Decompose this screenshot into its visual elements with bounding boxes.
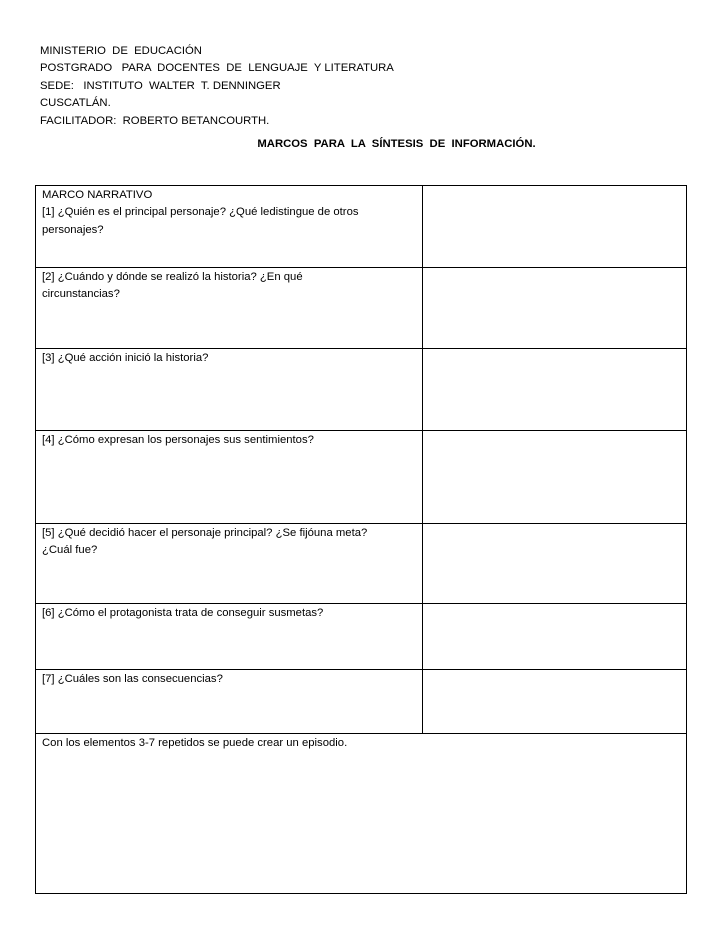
question-cell xyxy=(36,431,422,523)
table-row xyxy=(36,349,686,431)
table-row xyxy=(36,670,686,734)
table-footer-row xyxy=(36,734,686,893)
question-line: circunstancias? xyxy=(42,288,120,301)
question-line: [5] ¿Qué decidió hacer el personaje principal? ¿Se fijóuna meta? xyxy=(42,527,368,539)
answer-cell[interactable] xyxy=(422,349,686,430)
question-line: MARCO NARRATIVO xyxy=(42,189,153,201)
header-line-ministry: MINISTERIO DE EDUCACIÓN xyxy=(40,45,202,57)
question-line: [7] ¿Cuáles son las consecuencias? xyxy=(42,673,223,685)
question-line: ¿Cuál fue? xyxy=(42,544,98,557)
table-row xyxy=(36,268,686,349)
table-row xyxy=(36,604,686,670)
question-line: [1] ¿Quién es el principal personaje? ¿Qué ledistingue de otros xyxy=(42,206,359,219)
document-title: MARCOS PARA LA SÍNTESIS DE INFORMACIÓN. xyxy=(257,138,536,150)
footer-note: Con los elementos 3-7 repetidos se puede crear un episodio. xyxy=(42,737,348,749)
narrative-frame-table xyxy=(35,185,687,894)
table-row xyxy=(36,186,686,268)
footer-note-cell[interactable] xyxy=(36,734,686,893)
question-cell xyxy=(36,186,422,267)
document-header xyxy=(40,43,394,130)
question-cell xyxy=(36,524,422,603)
question-cell xyxy=(36,349,422,430)
answer-cell[interactable] xyxy=(422,524,686,603)
header-line-sede: SEDE: INSTITUTO WALTER T. DENNINGER xyxy=(40,79,281,92)
answer-cell[interactable] xyxy=(422,604,686,669)
header-line-location: CUSCATLÁN. xyxy=(40,97,111,110)
question-cell xyxy=(36,670,422,733)
question-cell xyxy=(36,604,422,669)
answer-cell[interactable] xyxy=(422,670,686,733)
answer-cell[interactable] xyxy=(422,186,686,267)
question-line: [3] ¿Qué acción inició la historia? xyxy=(42,352,209,364)
header-line-facilitator: FACILITADOR: ROBERTO BETANCOURTH. xyxy=(40,114,270,127)
header-line-postgrado: POSTGRADO PARA DOCENTES DE LENGUAJE Y LITERATURA xyxy=(40,62,394,75)
answer-cell[interactable] xyxy=(422,431,686,523)
table-row xyxy=(36,524,686,604)
question-line: [6] ¿Cómo el protagonista trata de conseguir susmetas? xyxy=(42,607,324,619)
table-row xyxy=(36,431,686,524)
question-line: [2] ¿Cuándo y dónde se realizó la historia? ¿En qué xyxy=(42,271,303,283)
question-cell xyxy=(36,268,422,348)
question-line: personajes? xyxy=(42,223,104,236)
answer-cell[interactable] xyxy=(422,268,686,348)
question-line: [4] ¿Cómo expresan los personajes sus sentimientos? xyxy=(42,434,314,446)
